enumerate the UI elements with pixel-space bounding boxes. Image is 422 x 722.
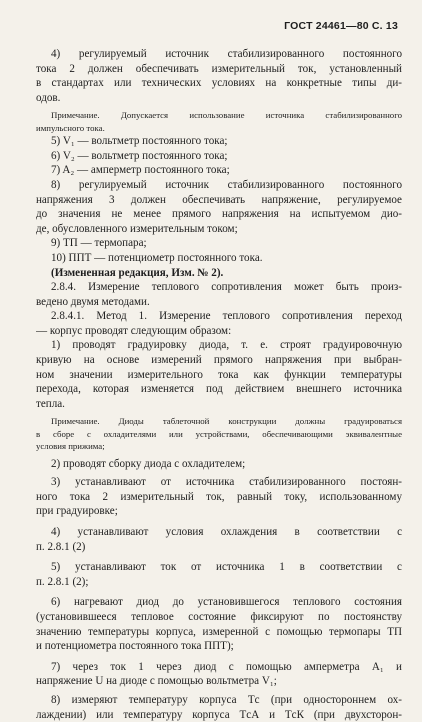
text-line: 4) регулируемый источник стабилизированного постоянного: [51, 48, 402, 60]
text-line: одов.: [36, 91, 61, 104]
text-line: значению температуры корпуса, измеренной с помощью термопары ТП: [36, 625, 402, 638]
text-line: 8) регулируемый источник стабилизированного постоянного: [51, 178, 402, 191]
text-line: ном значении измерительного тока как функции температуры: [36, 368, 402, 381]
text-line: (установившееся тепловое состояние фиксируют по постоянству: [36, 610, 402, 623]
text-line: 9) ТП — термопара;: [51, 237, 147, 250]
text-line: в сборе с охладителями или устройствами, обеспечивающими эквивалентные: [36, 428, 402, 439]
text-line: (Измененная редакция, Изм. № 2).: [51, 266, 224, 279]
text-line: и потенциометра постоянного тока ППТ);: [36, 640, 234, 653]
text-line: 1) проводят градуировку диода, т. е. строят градуировочную: [51, 339, 402, 352]
text-line: 5) V₁ — вольтметр постоянного тока;: [51, 135, 228, 148]
text-line: 3) устанавливают от источника стабилизированного постоян-: [51, 476, 402, 489]
text-line: де, обусловленного измерительным током;: [36, 222, 238, 235]
text-line: условия прижима;: [36, 441, 105, 452]
text-line: 7) A₂ — амперметр постоянного тока;: [51, 164, 230, 177]
text-line: п. 2.8.1 (2): [36, 540, 86, 553]
text-line: — корпус проводят следующим образом:: [36, 324, 232, 337]
text-line: Примечание. Допускается использование источника стабилизированного: [51, 110, 402, 121]
text-line: кривую на основе измерений прямого напряжения при выбран-: [36, 354, 402, 367]
page-header: ГОСТ 24461—80 С. 13: [284, 20, 398, 32]
text-line: при градуировке;: [36, 505, 118, 518]
text-line: в стандартах или технических условиях на конкретные типы ди-: [36, 77, 402, 90]
text-line: 2.8.4.1. Метод 1. Измерение теплового сопротивления переход: [51, 310, 402, 323]
text-line: импульсного тока.: [36, 122, 105, 133]
text-line: Примечание. Диоды таблеточной конструкции должны градуироваться: [51, 416, 402, 427]
text-line: 10) ППТ — потенциометр постоянного тока.: [51, 251, 263, 264]
text-line: лаждении) или температуру корпуса TсА и TсК (при двухсторон-: [36, 708, 402, 721]
text-line: 8) измеряют температуру корпуса Tс (при одностороннем ох-: [51, 693, 402, 706]
text-line: до значения не менее прямого напряжения на испытуемом дио-: [36, 208, 402, 221]
text-line: напряжения 3 должен обеспечивать напряжение, регулируемое: [36, 193, 402, 206]
text-line: тока 2 должен обеспечивать измерительный ток, установленный: [36, 62, 402, 75]
text-line: 7) через ток 1 через диод с помощью амперметра A₁ и: [51, 660, 402, 673]
text-line: 2) проводят сборку диода с охладителем;: [51, 457, 246, 470]
text-line: 6) V₂ — вольтметр постоянного тока;: [51, 149, 228, 162]
text-line: ведено двумя методами.: [36, 295, 150, 308]
text-line: 2.8.4. Измерение теплового сопротивления может быть произ-: [51, 281, 402, 294]
text-line: 4) устанавливают условия охлаждения в соответствии с: [51, 525, 402, 538]
page-body: [36, 47, 402, 722]
text-line: 6) нагревают диод до установившегося теплового состояния: [51, 596, 402, 609]
text-line: ного тока 2 измерительный ток, равный току, использованному: [36, 490, 402, 503]
text-line: тепла.: [36, 397, 65, 410]
text-line: 5) устанавливают ток от источника 1 в соответствии с: [51, 561, 402, 574]
text-line: перехода, которая изменяется под действием внешнего источника: [36, 383, 402, 396]
text-line: напряжение U на диоде с помощью вольтметра V₁;: [36, 675, 277, 688]
text-line: п. 2.8.1 (2);: [36, 575, 89, 588]
